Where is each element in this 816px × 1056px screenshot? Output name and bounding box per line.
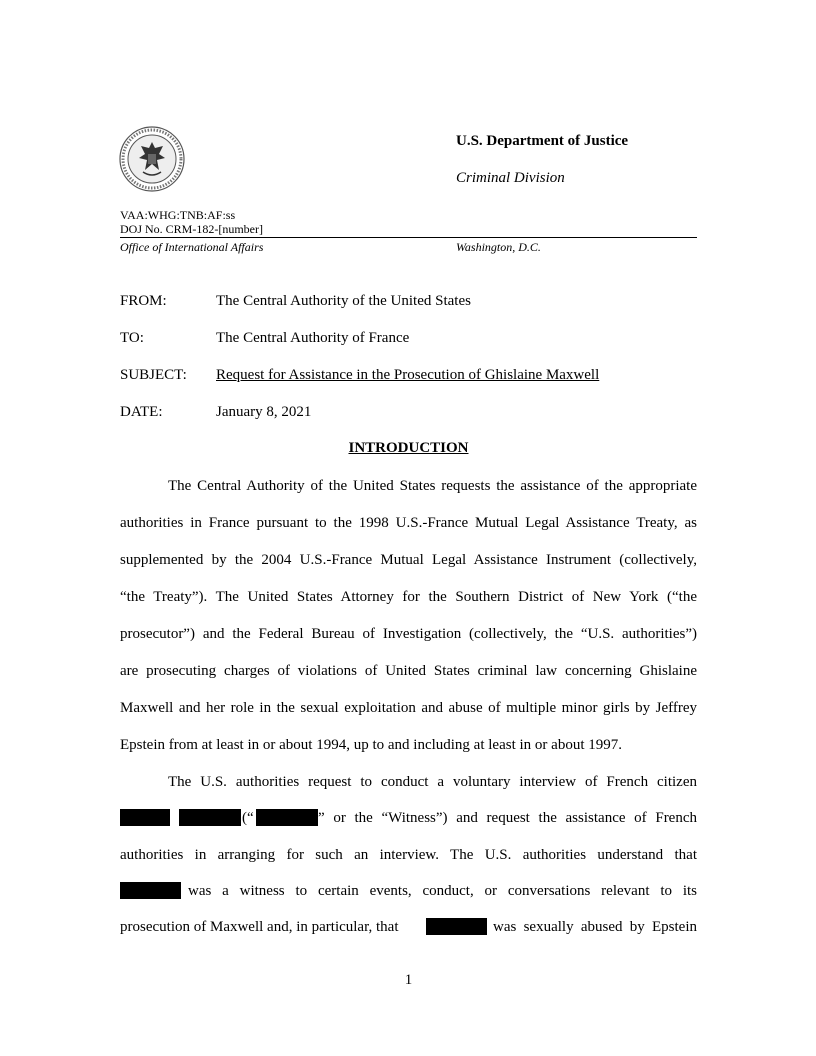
reference-initials: VAA:WHG:TNB:AF:ss <box>120 208 236 222</box>
to-value: The Central Authority of France <box>216 330 410 346</box>
body-line: are prosecuting charges of violations of United States criminal law concerning Ghislaine <box>120 663 697 679</box>
page-number: 1 <box>404 972 413 988</box>
subject-label: SUBJECT: <box>120 367 187 383</box>
body-line: prosecutor”) and the Federal Bureau of Investigation (collectively, the “U.S. authorities”) <box>120 626 697 642</box>
body-text-fragment: ” or the “Witness”) and request the assistance of French <box>318 810 697 826</box>
office-city: Washington, D.C. <box>456 240 541 254</box>
redaction-block <box>256 809 318 826</box>
body-line: authorities in arranging for such an interview. The U.S. authorities understand that <box>120 847 697 863</box>
body-line: supplemented by the 2004 U.S.-France Mutual Legal Assistance Instrument (collectively, <box>120 552 697 568</box>
redaction-block <box>120 809 170 826</box>
body-line: Maxwell and her role in the sexual exploitation and abuse of multiple minor girls by Jeffrey <box>120 700 697 716</box>
from-label: FROM: <box>120 293 167 309</box>
doj-number: DOJ No. CRM-182-[number] <box>120 222 263 236</box>
body-line: “the Treaty”). The United States Attorney for the Southern District of New York (“the <box>120 589 697 605</box>
redaction-block <box>179 809 241 826</box>
office-name: Office of International Affairs <box>120 240 264 254</box>
body-line: The Central Authority of the United States requests the assistance of the appropriate <box>168 478 697 494</box>
body-line: The U.S. authorities request to conduct a voluntary interview of French citizen <box>168 774 697 790</box>
doj-seal-icon <box>119 126 185 192</box>
body-line: Epstein from at least in or about 1994, up to and including at least in or about 1997. <box>120 737 622 753</box>
date-value: January 8, 2021 <box>216 404 312 420</box>
body-text-fragment: prosecution of Maxwell and, in particular, that <box>120 919 399 935</box>
body-line-redacted <box>120 809 697 828</box>
body-text-fragment: was sexually abused by Epstein <box>493 919 697 935</box>
redaction-block <box>120 882 181 899</box>
agency-name: U.S. Department of Justice <box>456 133 629 149</box>
date-label: DATE: <box>120 404 163 420</box>
body-text-fragment: (“ <box>242 810 254 826</box>
subject-value: Request for Assistance in the Prosecution of Ghislaine Maxwell <box>216 367 600 383</box>
body-text-fragment: was a witness to certain events, conduct, or conversations relevant to its <box>188 883 697 899</box>
body-line: authorities in France pursuant to the 1998 U.S.-France Mutual Legal Assistance Treaty, as <box>120 515 697 531</box>
letterhead-divider <box>120 237 697 238</box>
to-label: TO: <box>120 330 144 346</box>
section-heading: INTRODUCTION <box>348 440 469 456</box>
from-value: The Central Authority of the United States <box>216 293 471 309</box>
redaction-block <box>426 918 487 935</box>
division-name: Criminal Division <box>456 170 565 186</box>
